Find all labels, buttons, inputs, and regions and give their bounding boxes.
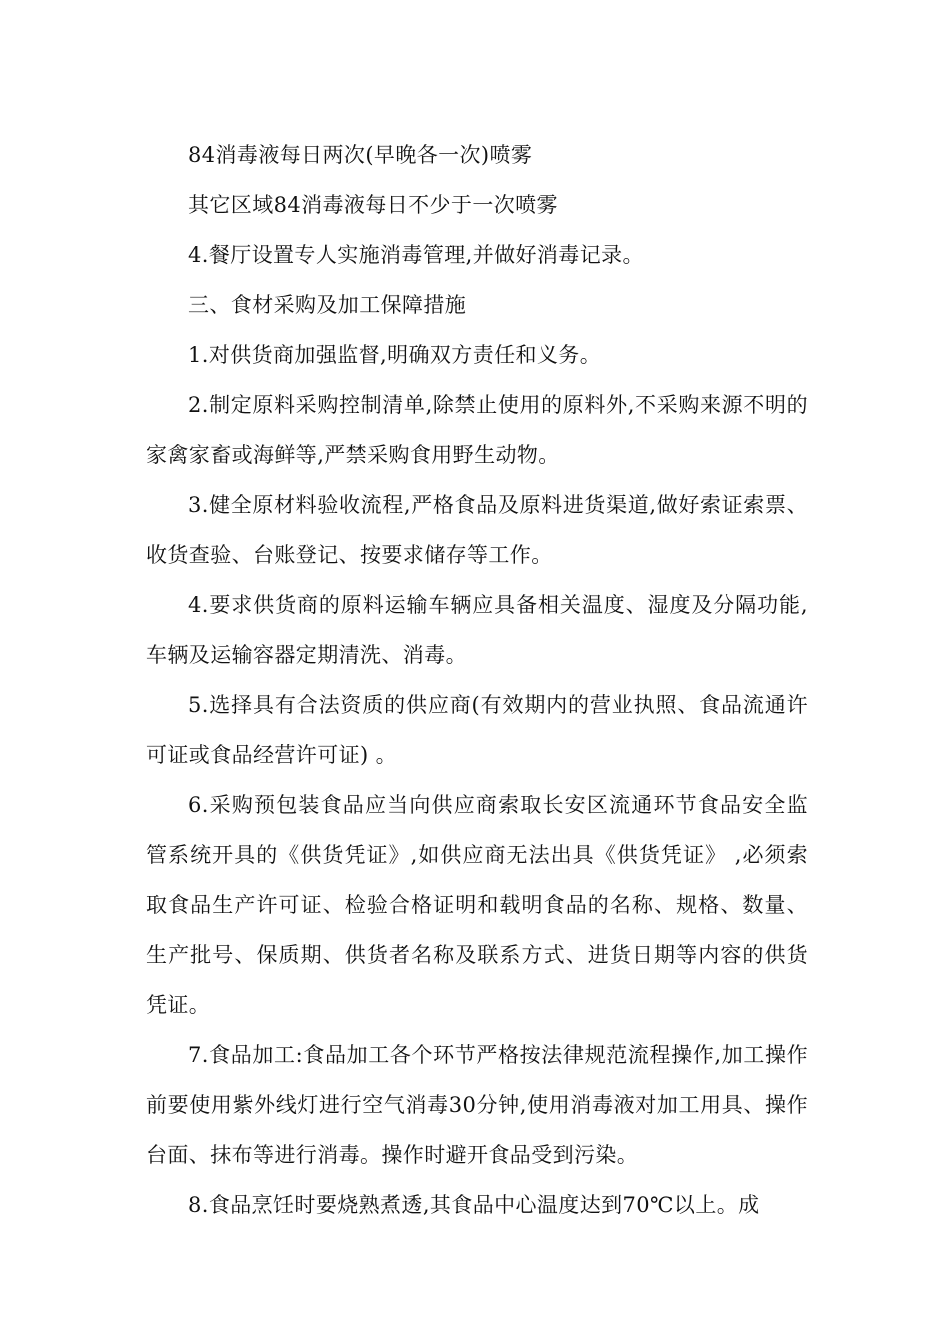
paragraph-12: 8.食品烹饪时要烧熟煮透,其食品中心温度达到70℃以上。成 bbox=[188, 1193, 760, 1217]
section-heading: 三、食材采购及加工保障措施 bbox=[188, 293, 467, 317]
paragraph-3: 4.餐厅设置专人实施消毒管理,并做好消毒记录。 bbox=[188, 243, 644, 267]
paragraph-5: 1.对供货商加强监督,明确双方责任和义务。 bbox=[188, 343, 602, 367]
paragraph-10: 6.采购预包装食品应当向供应商索取长安区流通环节食品安全监管系统开具的《供货凭证》,如供应商无法出具《供货凭证》 ,必须索取食品生产许可证、检验合格证明和载明食品的名称、规格、数量、生产批号、保质期、供货者名称及联系方式、进货日期等内容的供货凭证。 bbox=[146, 793, 808, 1017]
paragraph-7: 3.健全原材料验收流程,严格食品及原料进货渠道,做好索证索票、收货查验、台账登记、按要求储存等工作。 bbox=[146, 493, 808, 567]
paragraph-6: 2.制定原料采购控制清单,除禁止使用的原料外,不采购来源不明的家禽家畜或海鲜等,严禁采购食用野生动物。 bbox=[146, 393, 808, 467]
paragraph-11: 7.食品加工:食品加工各个环节严格按法律规范流程操作,加工操作前要使用紫外线灯进行空气消毒30分钟,使用消毒液对加工用具、操作台面、抹布等进行消毒。操作时避开食品受到污染。 bbox=[146, 1043, 808, 1167]
paragraph-8: 4.要求供货商的原料运输车辆应具备相关温度、湿度及分隔功能,车辆及运输容器定期清洗、消毒。 bbox=[146, 593, 808, 667]
paragraph-1: 84消毒液每日两次(早晚各一次)喷雾 bbox=[188, 143, 533, 167]
document-body bbox=[146, 130, 808, 1230]
paragraph-9: 5.选择具有合法资质的供应商(有效期内的营业执照、食品流通许可证或食品经营许可证) 。 bbox=[146, 693, 808, 767]
paragraph-2: 其它区域84消毒液每日不少于一次喷雾 bbox=[188, 193, 558, 217]
